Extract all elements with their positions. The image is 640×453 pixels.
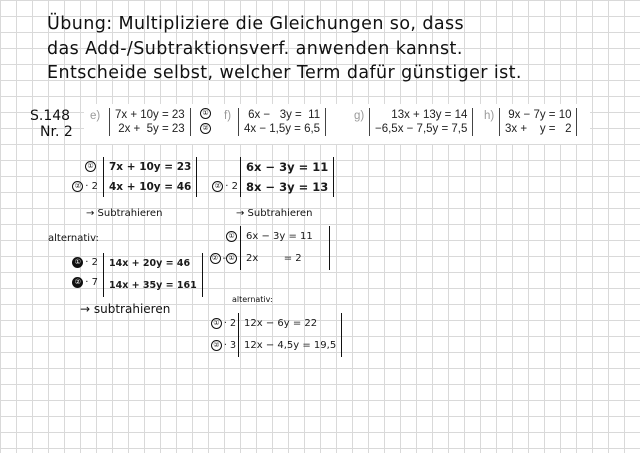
multiplier-column-f-alt bbox=[198, 313, 236, 357]
mult-row-1 bbox=[212, 157, 238, 177]
work-f-alt-label: alternativ: bbox=[232, 295, 273, 304]
mark-two-e bbox=[200, 123, 213, 135]
work-f-sub-system bbox=[240, 226, 330, 270]
circled-two-icon: ② bbox=[210, 253, 221, 264]
work-f-eq2: 8x − 3y = 13 bbox=[246, 180, 329, 194]
work-f-alt-eq2: 12x − 4,5y = 19,5 bbox=[244, 340, 337, 351]
work-f-eq1: 6x − 3y = 11 bbox=[246, 160, 329, 174]
page-reference: S.148 bbox=[30, 108, 71, 124]
instruction-line-3: Entscheide selbst, welcher Term dafür günstiger ist. bbox=[47, 63, 522, 83]
work-e-eq1: 7x + 10y = 23 bbox=[109, 161, 192, 173]
work-e-eq2: 4x + 10y = 46 bbox=[109, 181, 192, 193]
exercise-label-f: f) bbox=[224, 110, 232, 122]
circled-two-icon: ② bbox=[72, 181, 83, 192]
multiplier-column-e-alt bbox=[58, 253, 98, 293]
exercise-g-eq2: −6,5x − 7,5y = 7,5 bbox=[375, 123, 468, 135]
exercise-g-system bbox=[369, 108, 473, 136]
exercise-label-g: g) bbox=[354, 110, 365, 122]
exercise-f-eq2: 4x − 1,5y = 6,5 bbox=[244, 123, 321, 135]
exercise-h-eq1: 9x − 7y = 10 bbox=[508, 109, 572, 121]
mult-row-2: ② · 2 bbox=[62, 177, 98, 197]
circled-one-icon: ① bbox=[85, 161, 96, 172]
work-e-alt-eq2: 14x + 35y = 161 bbox=[109, 280, 197, 291]
circled-one-icon: ① bbox=[226, 231, 237, 242]
multiplier-column-f-sub bbox=[205, 226, 239, 270]
exercise-f-eq1: 6x − 3y = 11 bbox=[248, 109, 321, 121]
exercise-label-h: h) bbox=[484, 110, 495, 122]
circled-one-icon: ① bbox=[200, 108, 211, 119]
work-f-alt-system bbox=[238, 313, 342, 357]
work-f-note-subtract: → Subtrahieren bbox=[236, 208, 313, 219]
exercise-g-eq1: 13x + 13y = 14 bbox=[391, 109, 468, 121]
instruction-line-2: das Add-/Subtraktionsverf. anwenden kannst. bbox=[47, 39, 463, 59]
exercise-label-e: e) bbox=[90, 110, 101, 122]
work-e-alt-system bbox=[103, 253, 203, 297]
instruction-line-1: Übung: Multipliziere die Gleichungen so, dass bbox=[47, 14, 465, 34]
circled-one-icon: ① bbox=[72, 257, 83, 268]
mult-row-1 bbox=[62, 157, 98, 177]
work-f-sub-eq1: 6x − 3y = 11 bbox=[246, 231, 313, 242]
work-e-system bbox=[103, 157, 197, 197]
mark-one-e bbox=[200, 108, 213, 120]
mult-row-2: ② - ① bbox=[205, 248, 239, 270]
circled-two-icon: ② bbox=[212, 181, 223, 192]
work-e-note-subtract-2: → subtrahieren bbox=[80, 302, 171, 316]
circled-one-icon: ① bbox=[211, 318, 222, 329]
mult-row-2: ② · 7 bbox=[58, 273, 98, 293]
mult-row-2: ② · 3 bbox=[198, 335, 236, 357]
work-f-alt-eq1: 12x − 6y = 22 bbox=[244, 318, 318, 329]
mult-row-2: ② · 2 bbox=[212, 177, 238, 197]
multiplier-column-e bbox=[62, 157, 98, 197]
work-f-system bbox=[240, 157, 334, 197]
work-f-sub-eq2: 2x = 2 bbox=[246, 253, 302, 264]
circled-two-icon: ② bbox=[200, 123, 211, 134]
circled-two-icon: ② bbox=[211, 340, 222, 351]
exercise-e-eq1: 7x + 10y = 23 bbox=[115, 109, 185, 121]
mult-row-1: ① · 2 bbox=[198, 313, 236, 335]
circled-two-icon: ② bbox=[72, 277, 83, 288]
work-e-alt-eq1: 14x + 20y = 46 bbox=[109, 258, 191, 269]
exercise-h-eq2: 3x + y = 2 bbox=[505, 123, 572, 135]
exercise-e-eq2: 2x + 5y = 23 bbox=[118, 123, 185, 135]
multiplier-column-f bbox=[212, 157, 238, 197]
mult-row-1: ① · 2 bbox=[58, 253, 98, 273]
exercise-f-system bbox=[238, 108, 326, 136]
exercise-e-system bbox=[109, 108, 191, 136]
exercise-h-system bbox=[499, 108, 577, 136]
exercise-number: Nr. 2 bbox=[40, 124, 73, 140]
circled-one-icon: ① bbox=[226, 253, 237, 264]
work-e-alt-label: alternativ: bbox=[48, 233, 99, 244]
mult-row-1 bbox=[205, 226, 239, 248]
work-e-note-subtract: → Subtrahieren bbox=[86, 208, 163, 219]
